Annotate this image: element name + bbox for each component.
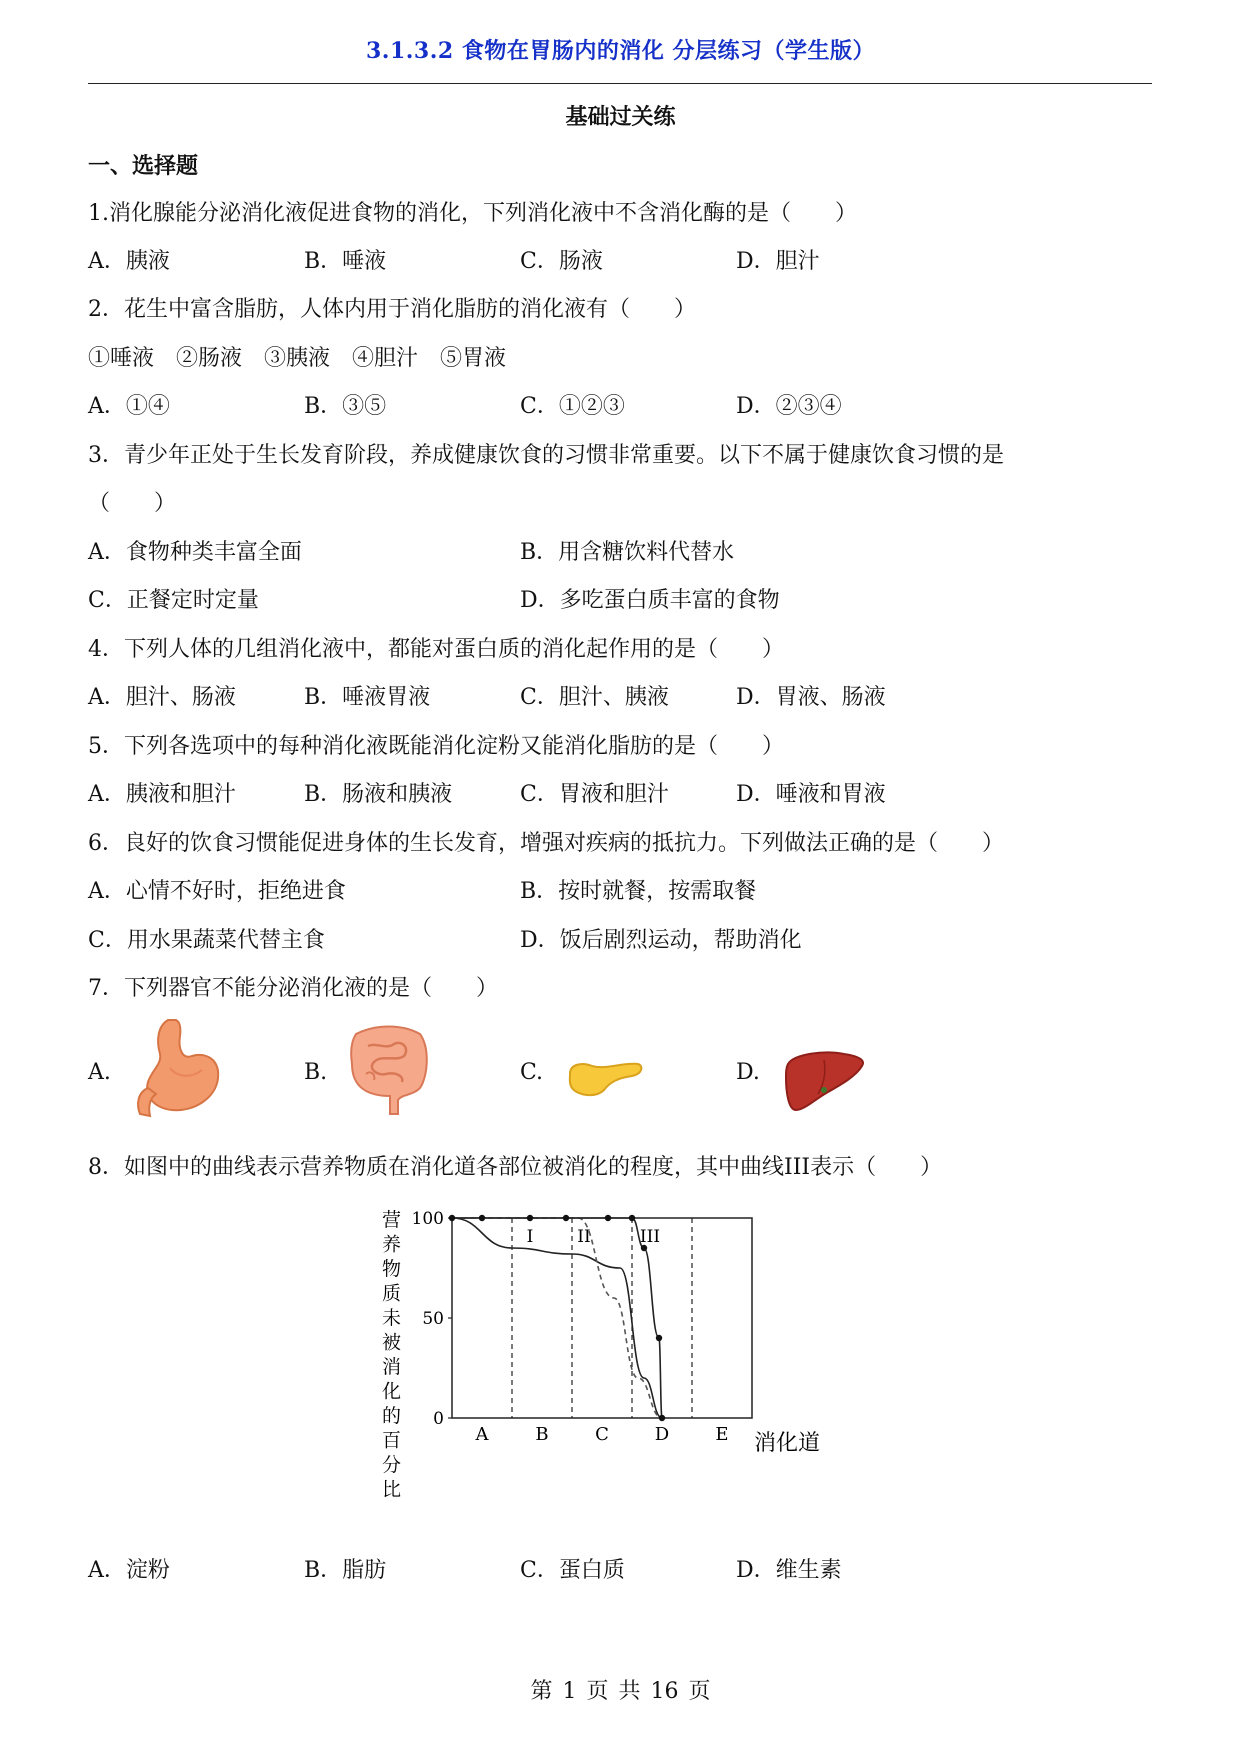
series-I-line	[452, 1218, 662, 1418]
x-tick-label: E	[715, 1424, 729, 1445]
question-2-options	[88, 389, 1152, 423]
question-8-options	[88, 1553, 1152, 1587]
y-label-char: 百	[382, 1429, 402, 1452]
q7-option-a[interactable]: A.	[88, 1060, 111, 1085]
question-3-options-row2	[88, 583, 1152, 617]
question-4-stem: 4．下列人体的几组消化液中，都能对蛋白质的消化起作用的是（ ）	[88, 637, 784, 662]
y-ticks	[412, 1209, 452, 1429]
question-6-options-row2	[88, 923, 1152, 957]
y-label-char: 分	[382, 1454, 402, 1476]
q2-option-c[interactable]: C．①②③	[520, 394, 625, 419]
y-tick-label: 100	[411, 1209, 444, 1229]
q7-option-d[interactable]: D.	[736, 1060, 760, 1085]
digestion-chart	[380, 1200, 870, 1540]
y-axis-label	[382, 1209, 401, 1501]
q8-option-a[interactable]: A．淀粉	[88, 1558, 170, 1583]
question-7-stem: 7．下列器官不能分泌消化液的是（ ）	[88, 976, 498, 1001]
pancreas-icon	[566, 1056, 644, 1098]
x-ticks	[475, 1424, 729, 1445]
series-III-point	[479, 1215, 485, 1221]
question-2-choices: ①唾液 ②肠液 ③胰液 ④胆汁 ⑤胃液	[88, 346, 507, 371]
series-III-line	[452, 1218, 662, 1418]
y-tick-label: 50	[422, 1309, 444, 1329]
y-label-char: 化	[382, 1380, 402, 1403]
q1-option-c[interactable]: C．肠液	[520, 249, 603, 274]
question-1-options	[88, 244, 1152, 278]
q2-option-b[interactable]: B．③⑤	[304, 394, 387, 419]
series-III-point	[656, 1335, 662, 1341]
y-label-char: 未	[382, 1307, 402, 1329]
liver-icon	[784, 1050, 866, 1114]
q8-option-b[interactable]: B．脂肪	[304, 1558, 387, 1583]
question-3-stem-cont: （ ）	[88, 491, 177, 516]
page-title: 3.1.3.2 食物在胃肠内的消化 分层练习（学生版）	[365, 38, 876, 64]
question-8-stem: 8．如图中的曲线表示营养物质在消化道各部位被消化的程度，其中曲线III表示（ ）	[88, 1155, 943, 1180]
footer-page-number: 1	[562, 1679, 577, 1704]
y-label-char: 物	[382, 1258, 402, 1280]
series-group	[449, 1215, 665, 1421]
q5-option-d[interactable]: D．唾液和胃液	[736, 782, 886, 807]
y-label-char: 的	[382, 1405, 402, 1427]
part-heading: 一、选择题	[88, 153, 199, 179]
question-5-options	[88, 777, 1152, 811]
q1-option-d[interactable]: D．胆汁	[736, 249, 820, 274]
series-III-point	[629, 1215, 635, 1221]
series-II-line	[452, 1218, 662, 1418]
q1-option-a[interactable]: A．胰液	[88, 249, 170, 274]
q4-option-d[interactable]: D．胃液、肠液	[736, 685, 886, 710]
series-III-point	[605, 1215, 611, 1221]
series-III-point	[449, 1215, 455, 1221]
q8-option-c[interactable]: C．蛋白质	[520, 1558, 625, 1583]
footer-text-4: 页	[688, 1679, 711, 1704]
q3-option-d[interactable]: D．多吃蛋白质丰富的食物	[520, 588, 780, 613]
q3-option-a[interactable]: A．食物种类丰富全面	[88, 540, 302, 565]
q1-option-b[interactable]: B．唾液	[304, 249, 387, 274]
series-III-point	[659, 1415, 665, 1421]
q6-option-b[interactable]: B．按时就餐，按需取餐	[520, 879, 757, 904]
footer-text-2: 页	[586, 1679, 609, 1704]
y-label-char: 消	[382, 1356, 402, 1378]
x-axis-label: 消化道	[754, 1431, 821, 1456]
q8-option-d[interactable]: D．维生素	[736, 1558, 842, 1583]
y-label-char: 质	[382, 1282, 402, 1305]
question-3-stem: 3．青少年正处于生长发育阶段，养成健康饮食的习惯非常重要。以下不属于健康饮食习惯的是	[88, 443, 1005, 468]
header-rule	[88, 83, 1152, 84]
question-4-options	[88, 680, 1152, 714]
q5-option-b[interactable]: B．肠液和胰液	[304, 782, 453, 807]
x-tick-label: C	[595, 1424, 609, 1445]
x-tick-label: A	[475, 1424, 489, 1445]
q4-option-c[interactable]: C．胆汁、胰液	[520, 685, 669, 710]
question-2-stem: 2．花生中富含脂肪，人体内用于消化脂肪的消化液有（ ）	[88, 297, 696, 322]
q5-option-c[interactable]: C．胃液和胆汁	[520, 782, 669, 807]
q7-option-b[interactable]: B.	[304, 1060, 328, 1085]
question-1-stem: 1.消化腺能分泌消化液促进食物的消化，下列消化液中不含消化酶的是（ ）	[88, 201, 857, 226]
segment-dividers	[512, 1218, 692, 1418]
region-label-II: II	[577, 1227, 591, 1247]
question-6-stem: 6．良好的饮食习惯能促进身体的生长发育，增强对疾病的抵抗力。下列做法正确的是（ ）	[88, 831, 1005, 856]
q2-option-a[interactable]: A．①④	[88, 394, 170, 419]
q3-option-b[interactable]: B．用含糖饮料代替水	[520, 540, 735, 565]
region-label-I: I	[526, 1227, 534, 1247]
y-label-char: 比	[382, 1478, 402, 1501]
x-tick-label: B	[535, 1424, 549, 1445]
q6-option-d[interactable]: D．饭后剧烈运动，帮助消化	[520, 928, 802, 953]
x-tick-label: D	[654, 1424, 670, 1445]
series-III-point	[527, 1215, 533, 1221]
q7-option-c[interactable]: C.	[520, 1060, 544, 1085]
q2-option-d[interactable]: D．②③④	[736, 394, 842, 419]
section-title: 基础过关练	[565, 104, 676, 130]
q6-option-c[interactable]: C．用水果蔬菜代替主食	[88, 928, 325, 953]
footer-text-3: 共	[618, 1679, 641, 1704]
q3-option-c[interactable]: C．正餐定时定量	[88, 588, 259, 613]
intestine-icon	[346, 1024, 430, 1118]
stomach-icon	[128, 1018, 224, 1120]
q4-option-a[interactable]: A．胆汁、肠液	[88, 685, 236, 710]
y-label-char: 养	[382, 1233, 402, 1256]
footer-total-pages: 16	[650, 1679, 679, 1704]
question-3-options-row1	[88, 535, 1152, 569]
q4-option-b[interactable]: B．唾液胃液	[304, 685, 431, 710]
plot-frame	[452, 1218, 752, 1418]
q6-option-a[interactable]: A．心情不好时，拒绝进食	[88, 879, 346, 904]
series-III-point	[563, 1215, 569, 1221]
y-tick-label: 0	[433, 1409, 444, 1429]
page-footer	[0, 1674, 1241, 1705]
y-label-char: 被	[382, 1331, 402, 1354]
y-label-char: 营	[382, 1209, 402, 1231]
question-6-options-row1	[88, 874, 1152, 908]
footer-text-1: 第	[530, 1679, 553, 1704]
question-5-stem: 5．下列各选项中的每种消化液既能消化淀粉又能消化脂肪的是（ ）	[88, 734, 784, 759]
q5-option-a[interactable]: A．胰液和胆汁	[88, 782, 236, 807]
region-label-III: III	[639, 1227, 661, 1247]
